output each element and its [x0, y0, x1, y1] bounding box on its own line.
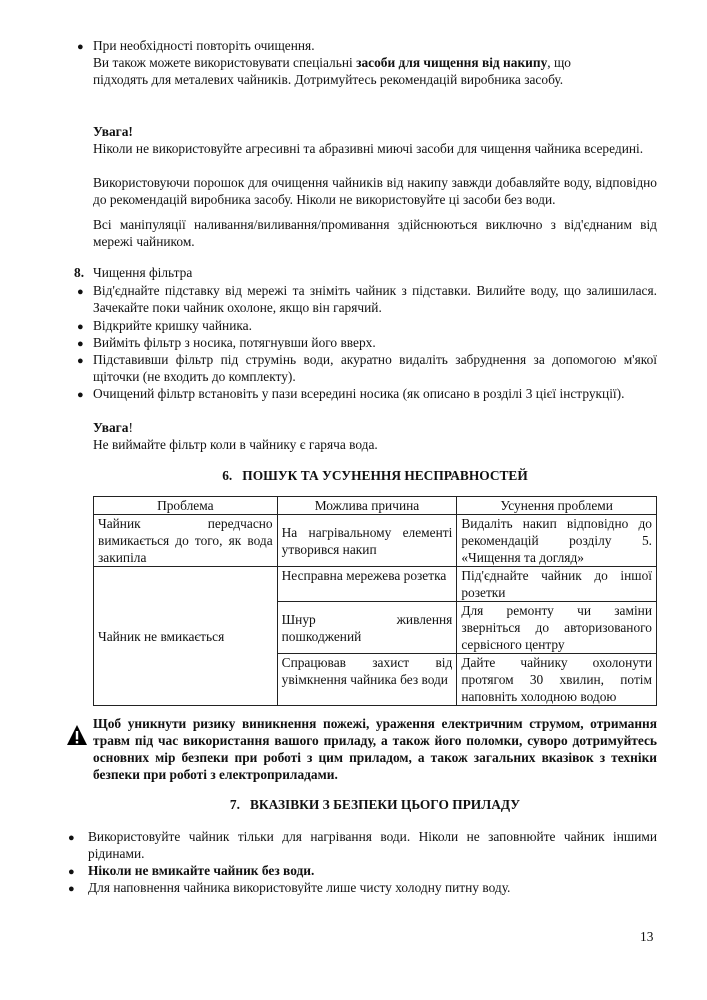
table-cell-fix: Під'єднайте чайник до іншої розетки [457, 567, 657, 602]
filter-warning-excl: ! [128, 420, 133, 435]
bullet-dot-icon: ● [77, 321, 84, 333]
top-bullet-text: Ви також можете використовувати спеціальні [93, 55, 357, 70]
section-7-bullet-2: Ніколи не вмикайте чайник без води. [88, 863, 315, 878]
warning-paragraph-1: Ніколи не використовуйте агресивні та абразивні миючі засоби для чищення чайника всередині. [93, 141, 644, 156]
table-header-row [94, 497, 657, 515]
table-cell-fix: Для ремонту чи заміни зверніться до авторизованого сервісного центру [457, 602, 657, 654]
filter-bullet-3: Вийміть фільтр з носика, потягнувши його вверх. [93, 335, 376, 350]
section-6-title: 6. ПОШУК ТА УСУНЕННЯ НЕСПРАВНОСТЕЙ [222, 468, 528, 483]
table-row [94, 515, 657, 567]
section-7-bullet-3: Для наповнення чайника використовуйте лише чисту холодну питну воду. [88, 880, 511, 895]
table-cell-problem: Чайник передчасно вимикається до того, як вода закипіла [94, 515, 278, 567]
table-cell-fix: Видаліть накип відповідно до рекомендацій розділу 5. «Чищення та догляд» [457, 515, 657, 567]
top-bullet-line2 [93, 54, 657, 71]
filter-section-number: 8. [74, 265, 85, 280]
table-cell-fix: Дайте чайнику охолонути протягом 30 хвилин, потім наповніть холодною водою [457, 654, 657, 706]
filter-bullet-1: Від'єднайте підставку від мережі та зніміть чайник з підставки. Вилийте воду, що залишилася. Зачекайте поки чайник охолоне, якщо він гарячий. [93, 283, 657, 315]
table-cell-cause: Спрацював захист від увімкнення чайника без води [277, 654, 457, 706]
top-bullet-line1: При необхідності повторіть очищення. [93, 38, 315, 53]
warning-paragraph-3: Всі маніпуляції наливання/виливання/промивання здійснюються виключно з від'єднаним від мережі чайником. [93, 217, 657, 249]
top-bullet-text-end: , що [547, 55, 571, 70]
page-number: 13 [640, 929, 654, 944]
bullet-dot-icon: ● [68, 832, 75, 844]
table-cell-cause: На нагрівальному елементі утворився накип [277, 515, 457, 567]
table-header-cause: Можлива причина [277, 497, 457, 515]
bullet-dot-icon: ● [68, 866, 75, 878]
bullet-dot-icon: ● [77, 286, 84, 298]
table-cell-cause: Несправна мережева розетка [277, 567, 457, 602]
filter-warning-title-text: Увага [93, 420, 129, 435]
bullet-dot-icon: ● [77, 389, 84, 401]
table-cell-cause: Шнур живлення пошкоджений [277, 602, 457, 654]
bullet-dot-icon: ● [68, 883, 75, 895]
bullet-dot-icon: ● [77, 41, 84, 53]
bullet-dot-icon: ● [77, 338, 84, 350]
filter-bullet-5: Очищений фільтр встановіть у пази всередині носика (як описано в розділі 3 цієї інструкції). [93, 386, 625, 401]
safety-warning-text: Щоб уникнути ризику виникнення пожежі, ураження електричним струмом, отримання травм під час використання вашого приладу, а також його поломки, суворо дотримуйтесь основних мір безпеки при роботі з цим приладом, а також загальних вказівок з техніки безпеки при роботі з електроприладами. [93, 716, 657, 782]
filter-section-heading: Чищення фільтра [93, 265, 193, 280]
warning-triangle-icon [66, 724, 88, 746]
filter-warning-text: Не виймайте фільтр коли в чайнику є гаряча вода. [93, 437, 378, 452]
table-cell-problem: Чайник не вмикається [94, 567, 278, 706]
filter-warning-title [93, 419, 133, 436]
section-7-bullet-1: Використовуйте чайник тільки для нагрівання води. Ніколи не заповнюйте чайник іншими рідинами. [88, 829, 657, 861]
table-header-fix: Усунення проблеми [457, 497, 657, 515]
filter-bullet-4: Підставивши фільтр під струмінь води, акуратно видаліть забруднення за допомогою м'якої щіточки (не входить до комплекту). [93, 352, 657, 384]
troubleshooting-table [93, 496, 657, 706]
table-row [94, 567, 657, 602]
warning-paragraph-2: Використовуючи порошок для очищення чайників від накипу завжди добавляйте воду, відповідно до рекомендацій виробника засобу. Ніколи не використовуйте ці засоби без води. [93, 175, 657, 207]
section-7-title: 7. ВКАЗІВКИ З БЕЗПЕКИ ЦЬОГО ПРИЛАДУ [229, 797, 521, 812]
filter-bullet-2: Відкрийте кришку чайника. [93, 318, 252, 333]
bullet-dot-icon: ● [77, 355, 84, 367]
top-bullet-bold-text: засоби для чищення від накипу [356, 55, 548, 70]
warning-title: Увага! [93, 124, 133, 139]
table-header-problem: Проблема [94, 497, 278, 515]
top-bullet-line3: підходять для металевих чайників. Дотримуйтесь рекомендацій виробника засобу. [93, 72, 564, 87]
